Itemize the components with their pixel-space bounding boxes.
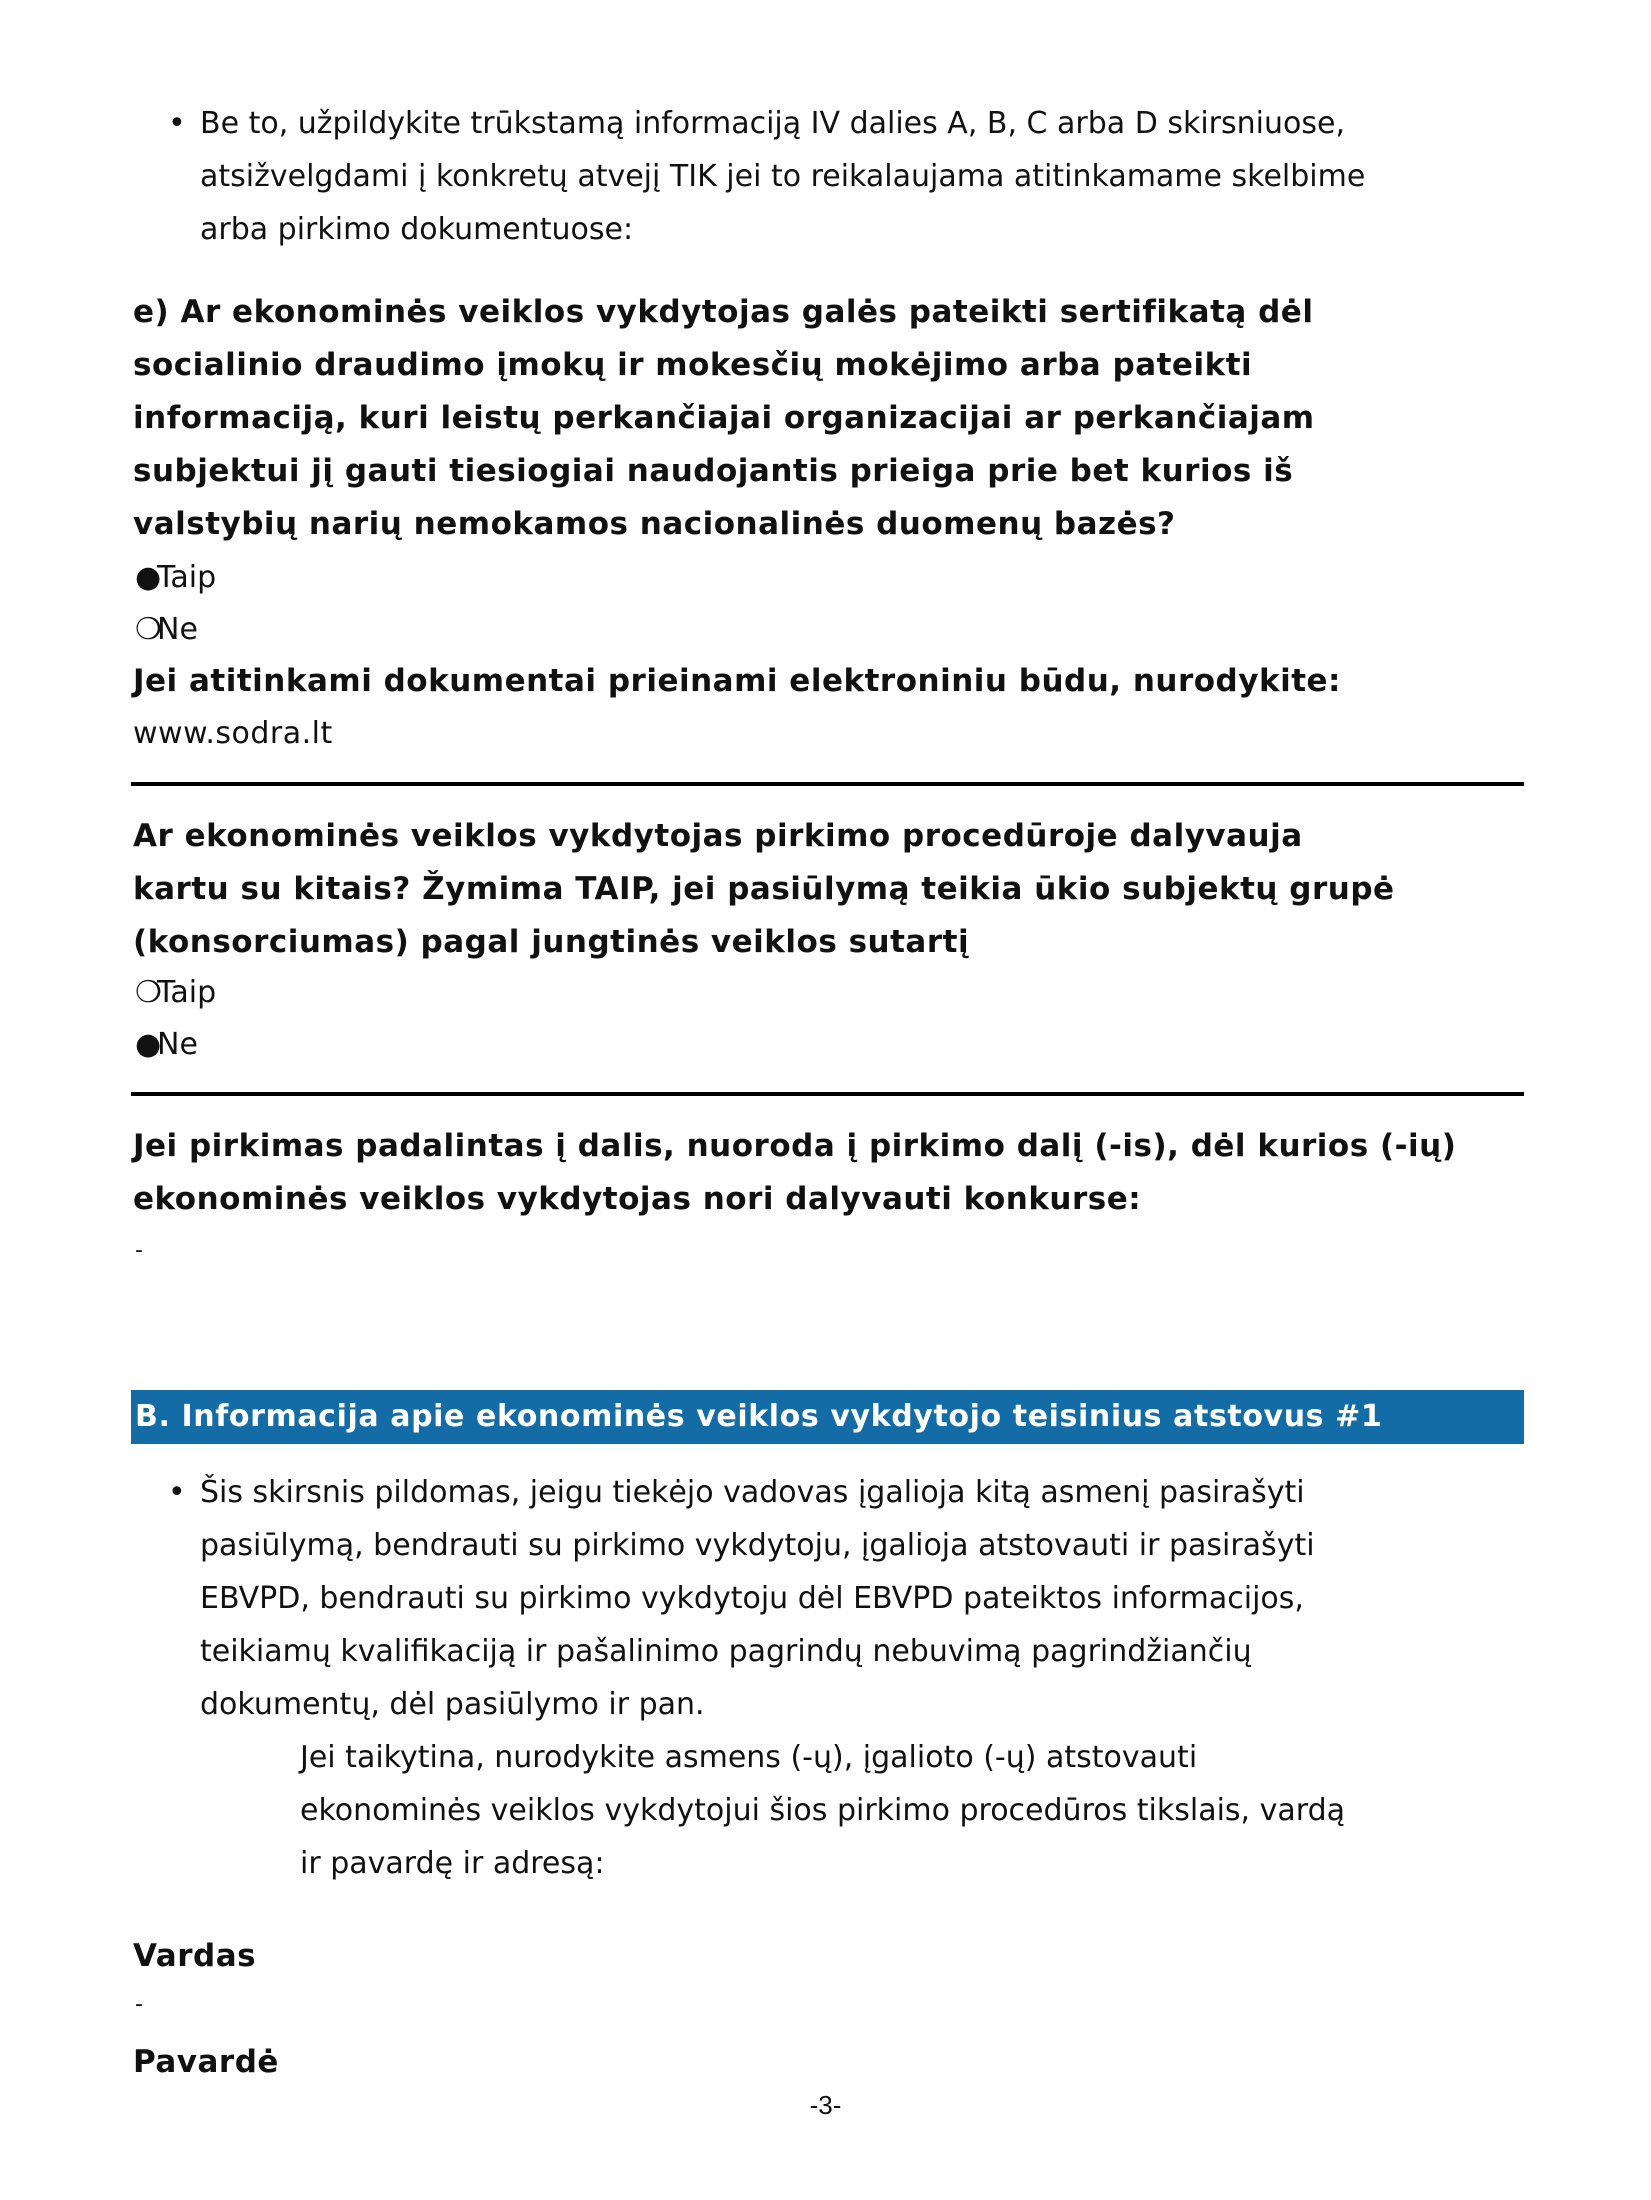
question-line: valstybių narių nemokamos nacionalinės duomenų bazės? [133, 506, 1176, 542]
instruction-line: atsižvelgdami į konkretų atvejį TIK jei to reikalaujama atitinkamame skelbime [200, 159, 1366, 194]
instruction-line: EBVPD, bendrauti su pirkimo vykdytoju dėl EBVPD pateiktos informacijos, [200, 1581, 1304, 1616]
radio-selected-icon: ● [135, 560, 162, 595]
question-line: kartu su kitais? Žymima TAIP, jei pasiūlymą teikia ūkio subjektų grupė [133, 871, 1395, 907]
bullet-icon: • [168, 1475, 186, 1510]
radio-label: Taip [157, 975, 217, 1010]
instruction-line: ekonominės veiklos vykdytojui šios pirkimo procedūros tikslais, vardą [300, 1793, 1345, 1828]
instruction-line: Be to, užpildykite trūkstamą informaciją IV dalies A, B, C arba D skirsniuose, [200, 106, 1345, 141]
section-b-header: B. Informacija apie ekonominės veiklos vykdytojo teisinius atstovus #1 [131, 1390, 1524, 1444]
section-b-instruction [300, 1731, 1500, 1890]
name-value: - [135, 1992, 143, 2017]
page-number: -3- [809, 2090, 842, 2120]
question-line: subjektui jį gauti tiesiogiai naudojantis prieiga prie bet kurios iš [133, 453, 1294, 489]
divider [131, 1092, 1524, 1096]
surname-label: Pavardė [133, 2044, 279, 2080]
question-e [133, 286, 1523, 551]
radio-unselected-icon: ❍ [135, 612, 162, 647]
instruction-line: pasiūlymą, bendrauti su pirkimo vykdytoju, įgalioja atstovauti ir pasirašyti [200, 1528, 1315, 1563]
question-line: Jei pirkimas padalintas į dalis, nuoroda į pirkimo dalį (-is), dėl kurios (-ių) [133, 1128, 1457, 1164]
question-line: Ar ekonominės veiklos vykdytojas pirkimo procedūroje dalyvauja [133, 818, 1303, 854]
electronic-docs-value: www.sodra.lt [133, 716, 333, 751]
instruction-line: Jei taikytina, nurodykite asmens (-ų), įgalioto (-ų) atstovauti [300, 1740, 1198, 1775]
section-b-bullet [170, 1466, 1510, 1731]
divider [131, 782, 1524, 786]
name-label: Vardas [133, 1938, 257, 1974]
question-line: ekonominės veiklos vykdytojas nori dalyvauti konkurse: [133, 1181, 1142, 1217]
instruction-bullet [170, 97, 1510, 256]
instruction-line: Šis skirsnis pildomas, jeigu tiekėjo vadovas įgalioja kitą asmenį pasirašyti [200, 1475, 1305, 1510]
question-lots [133, 1120, 1523, 1226]
radio-option-yes[interactable] [135, 551, 216, 604]
question-line: informaciją, kuri leistų perkančiajai organizacijai ar perkančiajam [133, 400, 1315, 436]
radio-option-no[interactable] [135, 1018, 198, 1071]
radio-label: Ne [157, 612, 198, 647]
electronic-docs-label: Jei atitinkami dokumentai prieinami elektroniniu būdu, nurodykite: [133, 663, 1341, 699]
question-consortium [133, 810, 1523, 969]
radio-option-yes[interactable] [135, 966, 216, 1019]
bullet-icon: • [168, 106, 186, 141]
instruction-line: dokumentų, dėl pasiūlymo ir pan. [200, 1687, 705, 1722]
question-line: (konsorciumas) pagal jungtinės veiklos sutartį [133, 924, 970, 960]
radio-unselected-icon: ❍ [135, 975, 162, 1010]
question-line: socialinio draudimo įmokų ir mokesčių mokėjimo arba pateikti [133, 347, 1253, 383]
radio-label: Taip [157, 560, 217, 595]
question-line: e) Ar ekonominės veiklos vykdytojas galės pateikti sertifikatą dėl [133, 294, 1314, 330]
radio-selected-icon: ● [135, 1027, 162, 1062]
lots-answer: - [135, 1238, 143, 1263]
radio-label: Ne [157, 1027, 198, 1062]
instruction-line: teikiamų kvalifikaciją ir pašalinimo pagrindų nebuvimą pagrindžiančių [200, 1634, 1252, 1669]
radio-option-no[interactable] [135, 603, 198, 656]
instruction-line: ir pavardę ir adresą: [300, 1846, 605, 1881]
instruction-line: arba pirkimo dokumentuose: [200, 212, 634, 247]
